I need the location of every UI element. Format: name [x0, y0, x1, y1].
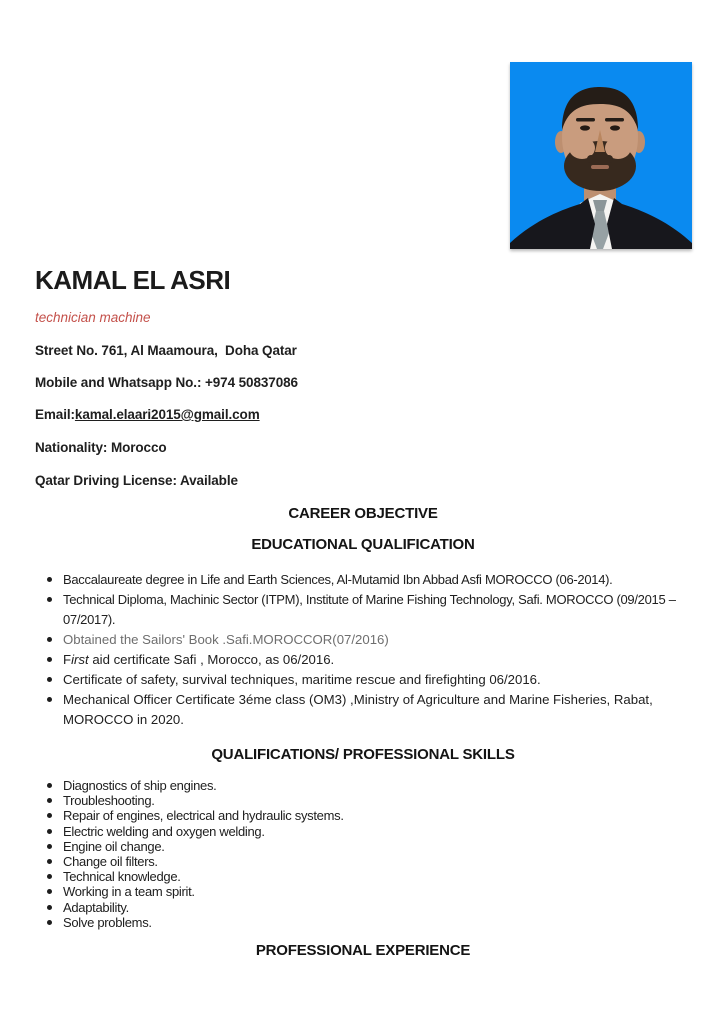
job-title: technician machine — [35, 310, 151, 325]
education-item: Technical Diploma, Machinic Sector (ITPM), Institute of Marine Fishing Technology, Safi. MOROCCO (09/2015 – 07/2017). — [35, 590, 691, 630]
email-line — [35, 406, 691, 423]
skill-item: Diagnostics of ship engines. — [35, 778, 691, 793]
nationality-line: Nationality: Morocco — [35, 440, 167, 455]
skill-item: Solve problems. — [35, 915, 691, 930]
skills-list — [35, 778, 691, 930]
phone-line: Mobile and Whatsapp No.: +974 50837086 — [35, 375, 298, 390]
education-item: Mechanical Officer Certificate 3éme class (OM3) ,Ministry of Agriculture and Marine Fisheries, Rabat, MOROCCO in 2020. — [35, 690, 691, 730]
resume-content — [35, 258, 691, 959]
education-item: Obtained the Sailors' Book .Safi.MOROCCOR(07/2016) — [35, 630, 691, 650]
skill-item: Change oil filters. — [35, 854, 691, 869]
email-label: Email: — [35, 407, 75, 422]
skill-item: Engine oil change. — [35, 839, 691, 854]
education-item: Baccalaureate degree in Life and Earth Sciences, Al-Mutamid Ibn Abbad Asfi MOROCCO (06-2014). — [35, 570, 691, 590]
portrait-illustration — [510, 62, 692, 249]
address-line: Street No. 761, Al Maamoura, Doha Qatar — [35, 343, 297, 358]
skill-item: Troubleshooting. — [35, 793, 691, 808]
skill-item: Repair of engines, electrical and hydraulic systems. — [35, 808, 691, 823]
skill-item: Working in a team spirit. — [35, 884, 691, 899]
license-line: Qatar Driving License: Available — [35, 473, 238, 488]
education-list — [35, 570, 691, 730]
section-heading-education: EDUCATIONAL QUALIFICATION — [251, 536, 475, 553]
candidate-name: KAMAL EL ASRI — [35, 265, 231, 295]
section-heading-career-objective: CAREER OBJECTIVE — [288, 505, 438, 522]
email-link[interactable]: kamal.elaari2015@gmail.com — [74, 407, 260, 422]
education-item: First aid certificate Safi , Morocco, as 06/2016. — [35, 650, 691, 670]
profile-photo — [510, 62, 692, 249]
education-item: Certificate of safety, survival techniques, maritime rescue and firefighting 06/2016. — [35, 670, 691, 690]
section-heading-skills: QUALIFICATIONS/ PROFESSIONAL SKILLS — [211, 746, 515, 763]
skill-item: Technical knowledge. — [35, 869, 691, 884]
section-heading-experience: PROFESSIONAL EXPERIENCE — [255, 942, 471, 960]
skill-item: Electric welding and oxygen welding. — [35, 824, 691, 839]
skill-item: Adaptability. — [35, 900, 691, 915]
